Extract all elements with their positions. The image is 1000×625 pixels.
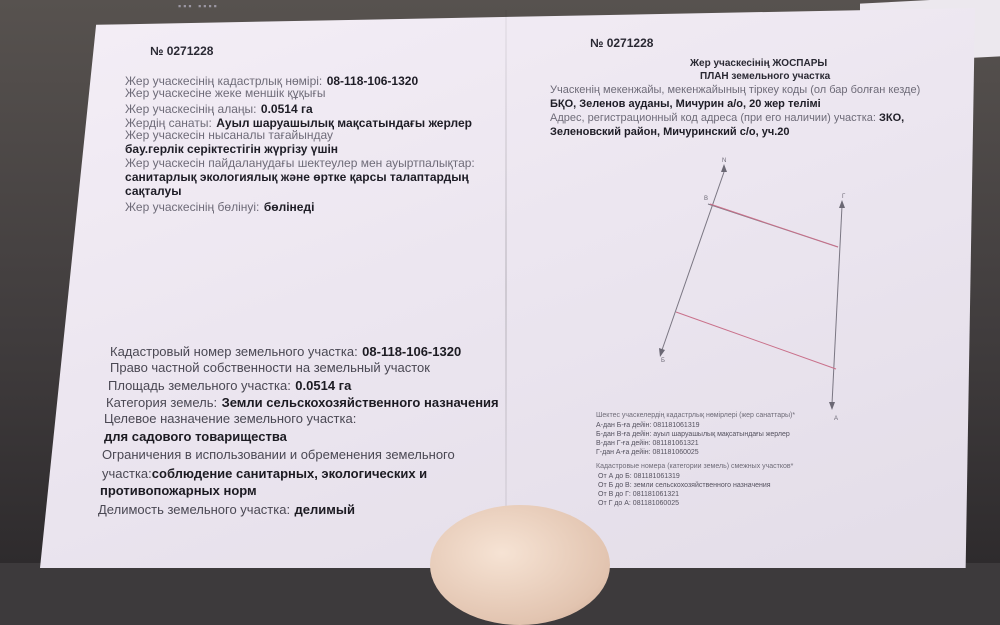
plan-title-ru: ПЛАН земельного участка (700, 71, 831, 82)
arrow-bottom-right (829, 402, 835, 410)
kz-purpose-label: Жер учаскесін нысаналы тағайындау (125, 128, 333, 142)
plan-edge-bottom (676, 312, 836, 369)
kz-area-label: Жер учаскесінің алаңы: (125, 102, 257, 116)
ru-list-item: От А до Б: 081181061319 (598, 473, 680, 480)
thumb-holding-paper (430, 505, 610, 625)
ru-area-value: 0.0514 га (295, 378, 352, 393)
kz-list-item: А-дан Б-ға дейін: 081181061319 (596, 422, 700, 429)
ru-cad-value: 08-118-106-1320 (362, 344, 462, 359)
faded-top-text: ▪▪▪ ▪▪▪▪ (178, 1, 219, 11)
ru-list-title: Кадастровые номера (категории земель) смежных участков* (596, 463, 794, 470)
plan-line-vertical-left (662, 172, 724, 350)
ru-area-label: Площадь земельного участка: (108, 378, 291, 393)
plan-title-kz: Жер учаскесінің ЖОСПАРЫ (690, 58, 828, 69)
ru-cad-label: Кадастровый номер земельного участка: (110, 344, 358, 359)
arrow-bottom-left (659, 348, 665, 357)
kz-purpose-value: бау.герлік серіктестігін жүргізу үшін (125, 142, 339, 156)
plan-label-v: В (704, 196, 709, 202)
kz-divis-label: Жер учаскесінің бөлінуі: (125, 200, 260, 214)
addr-kz-label: Учаскенің мекенжайы, мекенжайының тіркеу коды (ол бар болған кезде) (550, 84, 921, 96)
plan-edge-top-highlight (710, 204, 838, 247)
certificate-number-left: № 0271228 (150, 44, 214, 58)
ru-restrict-label: Ограничения в использовании и обременения земельного (102, 447, 455, 462)
kz-list-item: Г-дан А-ға дейін: 081181060025 (596, 449, 699, 456)
addr-ru-value2: Зеленовский район, Мичуринский с/о, уч.20 (550, 126, 790, 138)
kz-cad-value: 08-118-106-1320 (326, 74, 419, 88)
ru-ownership: Право частной собственности на земельный участок (110, 360, 430, 375)
kz-cad-label: Жер учаскесінің кадастрлық нөмірі: (125, 74, 323, 88)
ru-divis-label: Делимость земельного участка: (98, 502, 291, 517)
plan-label-top: N (722, 158, 727, 164)
ru-purpose-value: для садового товарищества (104, 429, 287, 444)
ru-list-item: От В до Г: 081181061321 (598, 491, 680, 498)
certificate-number-right: № 0271228 (590, 36, 654, 50)
kz-list-item: Б-дан В-ға дейін: ауыл шаруашылық мақсатындағы жерлер (596, 431, 790, 438)
kz-ownership: Жер учаскесіне жеке меншік құқығы (125, 86, 326, 100)
plan-line-vertical-right (832, 206, 842, 404)
kz-divis-value: бөлінеді (263, 200, 315, 214)
plan-label-b: Б (661, 358, 665, 364)
kz-list-title: Шектес учаскелердің кадастрлық нөмірлері (жер санаттары)* (596, 412, 796, 419)
ru-divis-value: делимый (294, 502, 355, 517)
ru-category-label: Категория земель: (106, 395, 218, 410)
kz-restrict-label: Жер учаскесін пайдаланудағы шектеулер мен ауыртпалықтар: (125, 156, 475, 170)
ru-list-item: От Б до В: земли сельскохозяйственного назначения (598, 482, 771, 489)
ru-list-item: От Г до А: 081181060025 (598, 500, 680, 507)
kz-category-value: Ауыл шаруашылық мақсатындағы жерлер (216, 116, 472, 130)
addr-ru-value1: ЗКО, (879, 112, 905, 124)
kz-list-item: В-дан Г-ға дейін: 081181061321 (596, 440, 699, 447)
ru-category-value: Земли сельскохозяйственного назначения (221, 395, 499, 410)
arrow-top-right (839, 200, 845, 208)
kz-restrict-line2: сақталуы (125, 184, 182, 198)
arrow-top-left (721, 164, 727, 172)
plan-label-g: Г (842, 194, 846, 200)
kz-restrict-line1: санитарлық экологиялық және өртке қарсы талаптардың (125, 170, 469, 184)
ru-purpose-label: Целевое назначение земельного участка: (104, 411, 357, 426)
plan-label-a: А (834, 416, 839, 422)
addr-kz-value: БҚО, Зеленов ауданы, Мичурин а/о, 20 жер телімі (550, 98, 821, 110)
ru-restrict-value1: соблюдение санитарных, экологических и (151, 466, 428, 481)
kz-area-value: 0.0514 га (260, 102, 313, 116)
ru-restrict-label2: участка: (102, 466, 152, 481)
kz-category-label: Жердің санаты: (125, 116, 212, 130)
addr-ru-label: Адрес, регистрационный код адреса (при его наличии) участка: (550, 112, 876, 124)
ru-restrict-value2: противопожарных норм (100, 483, 257, 498)
